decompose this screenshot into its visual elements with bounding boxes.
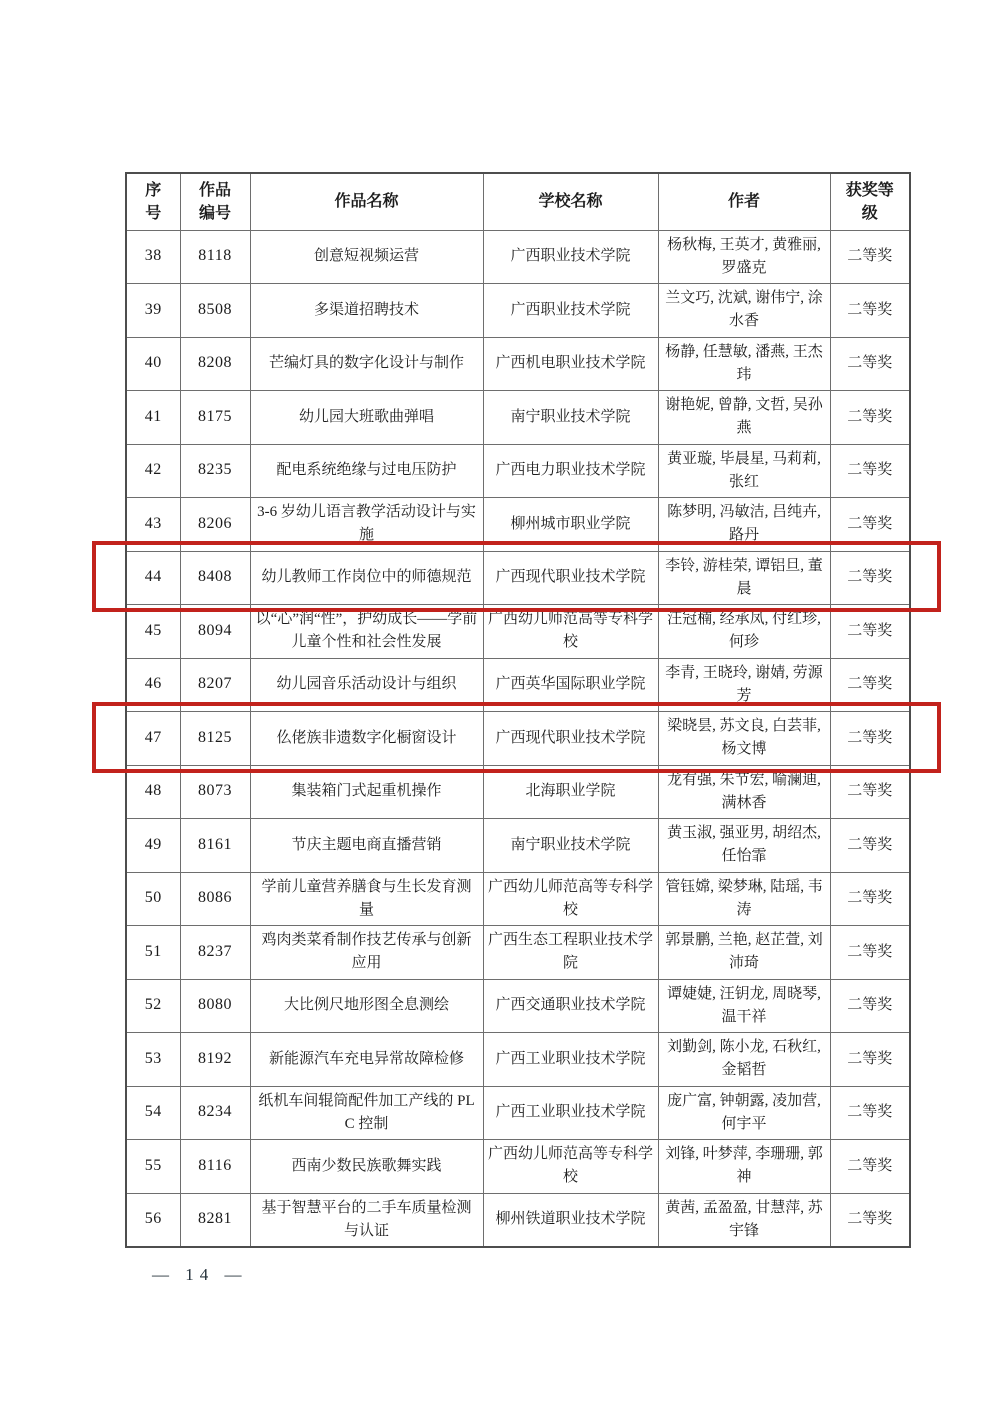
- cell-title: 配电系统绝缘与过电压防护: [250, 444, 483, 498]
- cell-school: 广西工业职业技术学院: [483, 1086, 658, 1140]
- table-row: [126, 1193, 910, 1247]
- cell-school: 广西幼儿师范高等专科学校: [483, 1140, 658, 1194]
- cell-title: 学前儿童营养膳食与生长发育测量: [250, 872, 483, 926]
- cell-serial: 42: [126, 444, 180, 498]
- cell-authors: 刘锋, 叶梦萍, 李珊珊, 郭神: [658, 1140, 830, 1194]
- cell-authors: 杨秋梅, 王英才, 黄雅丽, 罗盛克: [658, 230, 830, 284]
- cell-code: 8094: [180, 605, 250, 659]
- cell-award: 二等奖: [830, 551, 910, 605]
- cell-serial: 55: [126, 1140, 180, 1194]
- cell-title: 西南少数民族歌舞实践: [250, 1140, 483, 1194]
- cell-award: 二等奖: [830, 1193, 910, 1247]
- cell-code: 8237: [180, 926, 250, 980]
- cell-authors: 杨静, 任慧敏, 潘燕, 王杰玮: [658, 337, 830, 391]
- table-row: [126, 284, 910, 338]
- cell-code: 8234: [180, 1086, 250, 1140]
- header-school: 学校名称: [483, 173, 658, 230]
- cell-title: 芒编灯具的数字化设计与制作: [250, 337, 483, 391]
- cell-award: 二等奖: [830, 284, 910, 338]
- cell-code: 8073: [180, 765, 250, 819]
- cell-title: 幼儿园音乐活动设计与组织: [250, 658, 483, 712]
- cell-title: 幼儿园大班歌曲弹唱: [250, 391, 483, 445]
- table-row: [126, 926, 910, 980]
- cell-code: 8408: [180, 551, 250, 605]
- cell-school: 广西幼儿师范高等专科学校: [483, 605, 658, 659]
- cell-title: 新能源汽车充电异常故障检修: [250, 1033, 483, 1087]
- cell-authors: 庞广富, 钟朝露, 凌加营, 何宇平: [658, 1086, 830, 1140]
- cell-award: 二等奖: [830, 444, 910, 498]
- cell-serial: 56: [126, 1193, 180, 1247]
- cell-serial: 47: [126, 712, 180, 766]
- table-row: [126, 605, 910, 659]
- table-row: [126, 444, 910, 498]
- cell-school: 柳州铁道职业技术学院: [483, 1193, 658, 1247]
- header-serial: 序号: [126, 173, 180, 230]
- cell-serial: 52: [126, 979, 180, 1033]
- table-row: [126, 391, 910, 445]
- cell-authors: 谭婕婕, 汪钥龙, 周晓琴, 温干祥: [658, 979, 830, 1033]
- cell-authors: 龙有强, 朱节宏, 喻澜迪, 满林香: [658, 765, 830, 819]
- header-title: 作品名称: [250, 173, 483, 230]
- cell-serial: 44: [126, 551, 180, 605]
- cell-authors: 管钰嫦, 梁梦琳, 陆瑶, 韦涛: [658, 872, 830, 926]
- table-row: [126, 819, 910, 873]
- table-row: [126, 872, 910, 926]
- cell-serial: 49: [126, 819, 180, 873]
- cell-title: 创意短视频运营: [250, 230, 483, 284]
- cell-award: 二等奖: [830, 1140, 910, 1194]
- cell-authors: 李青, 王晓玲, 谢婧, 劳源芳: [658, 658, 830, 712]
- cell-code: 8281: [180, 1193, 250, 1247]
- table-row: [126, 765, 910, 819]
- cell-code: 8192: [180, 1033, 250, 1087]
- cell-serial: 53: [126, 1033, 180, 1087]
- cell-authors: 郭景鹏, 兰艳, 赵芷萱, 刘沛琦: [658, 926, 830, 980]
- cell-authors: 谢艳妮, 曾静, 文哲, 吴孙燕: [658, 391, 830, 445]
- cell-school: 广西机电职业技术学院: [483, 337, 658, 391]
- cell-authors: 汪冠楠, 经承凤, 付红珍, 何珍: [658, 605, 830, 659]
- cell-award: 二等奖: [830, 337, 910, 391]
- cell-award: 二等奖: [830, 765, 910, 819]
- cell-award: 二等奖: [830, 605, 910, 659]
- cell-school: 广西电力职业技术学院: [483, 444, 658, 498]
- cell-title: 基于智慧平台的二手车质量检测与认证: [250, 1193, 483, 1247]
- cell-code: 8235: [180, 444, 250, 498]
- cell-school: 广西职业技术学院: [483, 284, 658, 338]
- cell-school: 广西英华国际职业学院: [483, 658, 658, 712]
- cell-serial: 54: [126, 1086, 180, 1140]
- cell-code: 8508: [180, 284, 250, 338]
- cell-school: 广西交通职业技术学院: [483, 979, 658, 1033]
- cell-school: 广西现代职业技术学院: [483, 551, 658, 605]
- cell-award: 二等奖: [830, 1086, 910, 1140]
- table-row: [126, 712, 910, 766]
- table-row: [126, 1033, 910, 1087]
- cell-school: 北海职业学院: [483, 765, 658, 819]
- cell-award: 二等奖: [830, 658, 910, 712]
- table-row: [126, 658, 910, 712]
- cell-award: 二等奖: [830, 979, 910, 1033]
- cell-school: 广西工业职业技术学院: [483, 1033, 658, 1087]
- cell-serial: 51: [126, 926, 180, 980]
- cell-code: 8086: [180, 872, 250, 926]
- cell-title: 仫佬族非遗数字化橱窗设计: [250, 712, 483, 766]
- cell-award: 二等奖: [830, 391, 910, 445]
- cell-serial: 39: [126, 284, 180, 338]
- cell-title: 以“心”润“性”，护幼成长——学前儿童个性和社会性发展: [250, 605, 483, 659]
- table-row: [126, 337, 910, 391]
- table-container: [125, 172, 909, 1248]
- cell-serial: 38: [126, 230, 180, 284]
- cell-authors: 刘勤剑, 陈小龙, 石秋红, 金韬哲: [658, 1033, 830, 1087]
- header-code: 作品编号: [180, 173, 250, 230]
- table-header: [126, 173, 910, 230]
- table-row: [126, 551, 910, 605]
- cell-award: 二等奖: [830, 230, 910, 284]
- cell-code: 8207: [180, 658, 250, 712]
- table-body: [126, 230, 910, 1247]
- cell-code: 8125: [180, 712, 250, 766]
- cell-code: 8208: [180, 337, 250, 391]
- cell-school: 柳州城市职业学院: [483, 498, 658, 552]
- cell-school: 广西现代职业技术学院: [483, 712, 658, 766]
- cell-serial: 50: [126, 872, 180, 926]
- cell-school: 广西生态工程职业技术学院: [483, 926, 658, 980]
- page-number: — 14 —: [152, 1265, 248, 1284]
- cell-award: 二等奖: [830, 1033, 910, 1087]
- cell-award: 二等奖: [830, 819, 910, 873]
- cell-authors: 李铃, 游桂荣, 谭铝旦, 董晨: [658, 551, 830, 605]
- cell-authors: 黄茜, 孟盈盈, 甘慧萍, 苏宇锋: [658, 1193, 830, 1247]
- cell-school: 广西职业技术学院: [483, 230, 658, 284]
- cell-code: 8161: [180, 819, 250, 873]
- cell-award: 二等奖: [830, 926, 910, 980]
- cell-award: 二等奖: [830, 872, 910, 926]
- cell-authors: 黄亚璇, 毕晨星, 马莉莉, 张红: [658, 444, 830, 498]
- cell-code: 8118: [180, 230, 250, 284]
- cell-authors: 兰文巧, 沈斌, 谢伟宁, 涂水香: [658, 284, 830, 338]
- cell-serial: 46: [126, 658, 180, 712]
- cell-code: 8116: [180, 1140, 250, 1194]
- table-row: [126, 230, 910, 284]
- awards-table: [125, 172, 911, 1248]
- cell-serial: 45: [126, 605, 180, 659]
- cell-serial: 40: [126, 337, 180, 391]
- cell-code: 8206: [180, 498, 250, 552]
- table-row: [126, 979, 910, 1033]
- header-row: [126, 173, 910, 230]
- cell-title: 纸机车间辊筒配件加工产线的 PLC 控制: [250, 1086, 483, 1140]
- cell-authors: 黄玉淑, 强亚男, 胡绍杰, 任怡霏: [658, 819, 830, 873]
- cell-title: 3-6 岁幼儿语言教学活动设计与实施: [250, 498, 483, 552]
- cell-title: 节庆主题电商直播营销: [250, 819, 483, 873]
- cell-serial: 48: [126, 765, 180, 819]
- cell-title: 多渠道招聘技术: [250, 284, 483, 338]
- cell-serial: 41: [126, 391, 180, 445]
- cell-school: 南宁职业技术学院: [483, 819, 658, 873]
- header-award: 获奖等级: [830, 173, 910, 230]
- cell-code: 8175: [180, 391, 250, 445]
- table-row: [126, 1086, 910, 1140]
- cell-serial: 43: [126, 498, 180, 552]
- cell-authors: 陈梦明, 冯敏洁, 吕纯卉, 路丹: [658, 498, 830, 552]
- cell-title: 大比例尺地形图全息测绘: [250, 979, 483, 1033]
- table-row: [126, 498, 910, 552]
- table-row: [126, 1140, 910, 1194]
- cell-title: 鸡肉类菜肴制作技艺传承与创新应用: [250, 926, 483, 980]
- header-authors: 作者: [658, 173, 830, 230]
- cell-award: 二等奖: [830, 498, 910, 552]
- cell-award: 二等奖: [830, 712, 910, 766]
- cell-authors: 梁晓昙, 苏文良, 白芸菲, 杨文博: [658, 712, 830, 766]
- cell-title: 集装箱门式起重机操作: [250, 765, 483, 819]
- cell-code: 8080: [180, 979, 250, 1033]
- cell-school: 广西幼儿师范高等专科学校: [483, 872, 658, 926]
- cell-title: 幼儿教师工作岗位中的师德规范: [250, 551, 483, 605]
- cell-school: 南宁职业技术学院: [483, 391, 658, 445]
